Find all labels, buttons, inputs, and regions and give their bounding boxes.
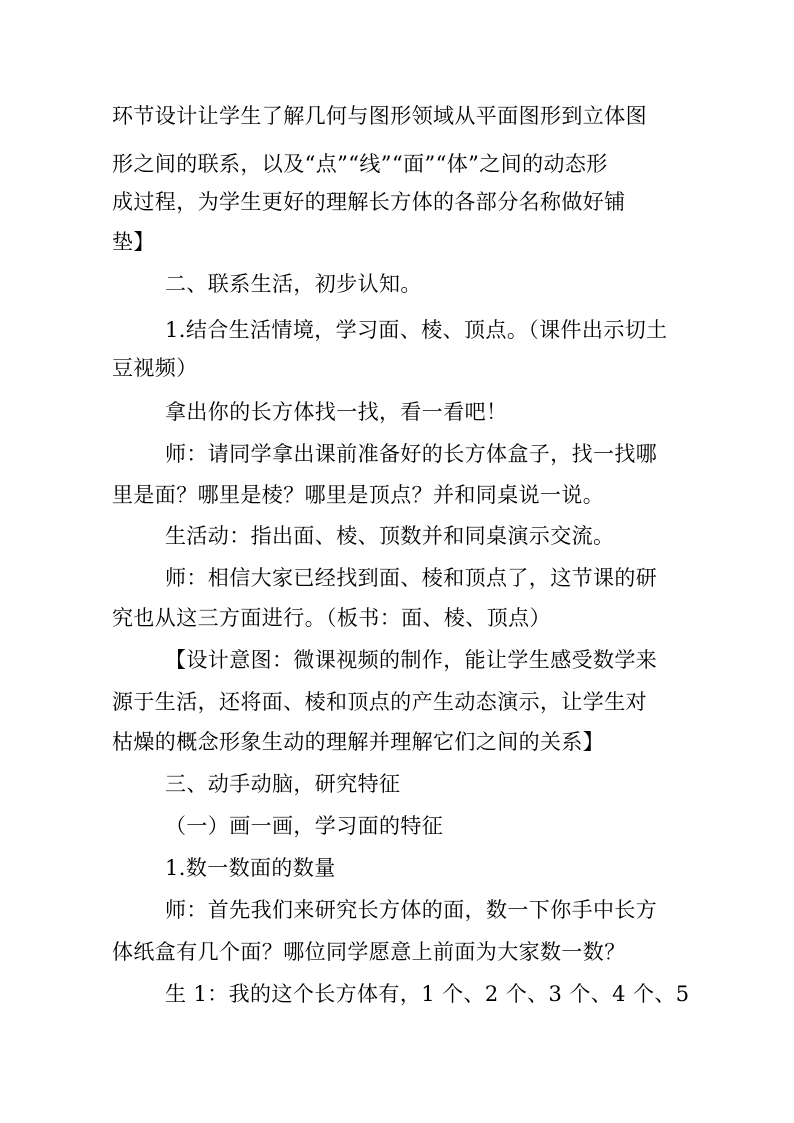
paragraph-line: 拿出你的长方体找一找，看一看吧！ [165,400,508,424]
paragraph-line: 豆视频） [112,356,198,380]
subsection-heading: 1.结合生活情境，学习面、棱、顶点。（课件出示切土 [165,318,668,342]
paragraph-line: 生活动：指出面、棱、顶数并和同桌演示交流。 [165,524,615,548]
section-heading: 二、联系生活，初步认知。 [165,272,422,296]
paragraph-line: 师：首先我们来研究长方体的面，数一下你手中长方 [165,898,658,922]
paragraph-line: 师：相信大家已经找到面、棱和顶点了，这节课的研 [165,566,658,590]
paragraph-line: 垫】 [112,230,155,254]
paragraph-line: 环节设计让学生了解几何与图形领域从平面图形到立体图 [112,104,647,128]
paragraph-line: 形之间的联系，以及“点”“线”“面”“体”之间的动态形 [112,152,608,176]
subsection-heading: 1.数一数面的数量 [165,856,336,880]
paragraph-line: 究也从这三方面进行。（板书：面、棱、顶点） [112,606,551,630]
paragraph-line: 成过程，为学生更好的理解长方体的各部分名称做好铺 [112,190,626,214]
paragraph-line: 里是面？哪里是棱？哪里是顶点？并和同桌说一说。 [112,483,605,507]
paragraph-line: 【设计意图：微课视频的制作，能让学生感受数学来 [165,648,658,672]
paragraph-line: 师：请同学拿出课前准备好的长方体盒子，找一找哪 [165,442,658,466]
section-heading: 三、动手动脑，研究特征 [165,772,401,796]
paragraph-line: 枯燥的概念形象生动的理解并理解它们之间的关系】 [112,730,605,754]
paragraph-line: 源于生活，还将面、棱和顶点的产生动态演示，让学生对 [112,690,647,714]
paragraph-line: 体纸盒有几个面？哪位同学愿意上前面为大家数一数？ [112,940,626,964]
paragraph-line: 生 1：我的这个长方体有，1 个、2 个、3 个、4 个、5 [165,982,690,1006]
subsection-heading: （一）画一画，学习面的特征 [165,814,444,838]
